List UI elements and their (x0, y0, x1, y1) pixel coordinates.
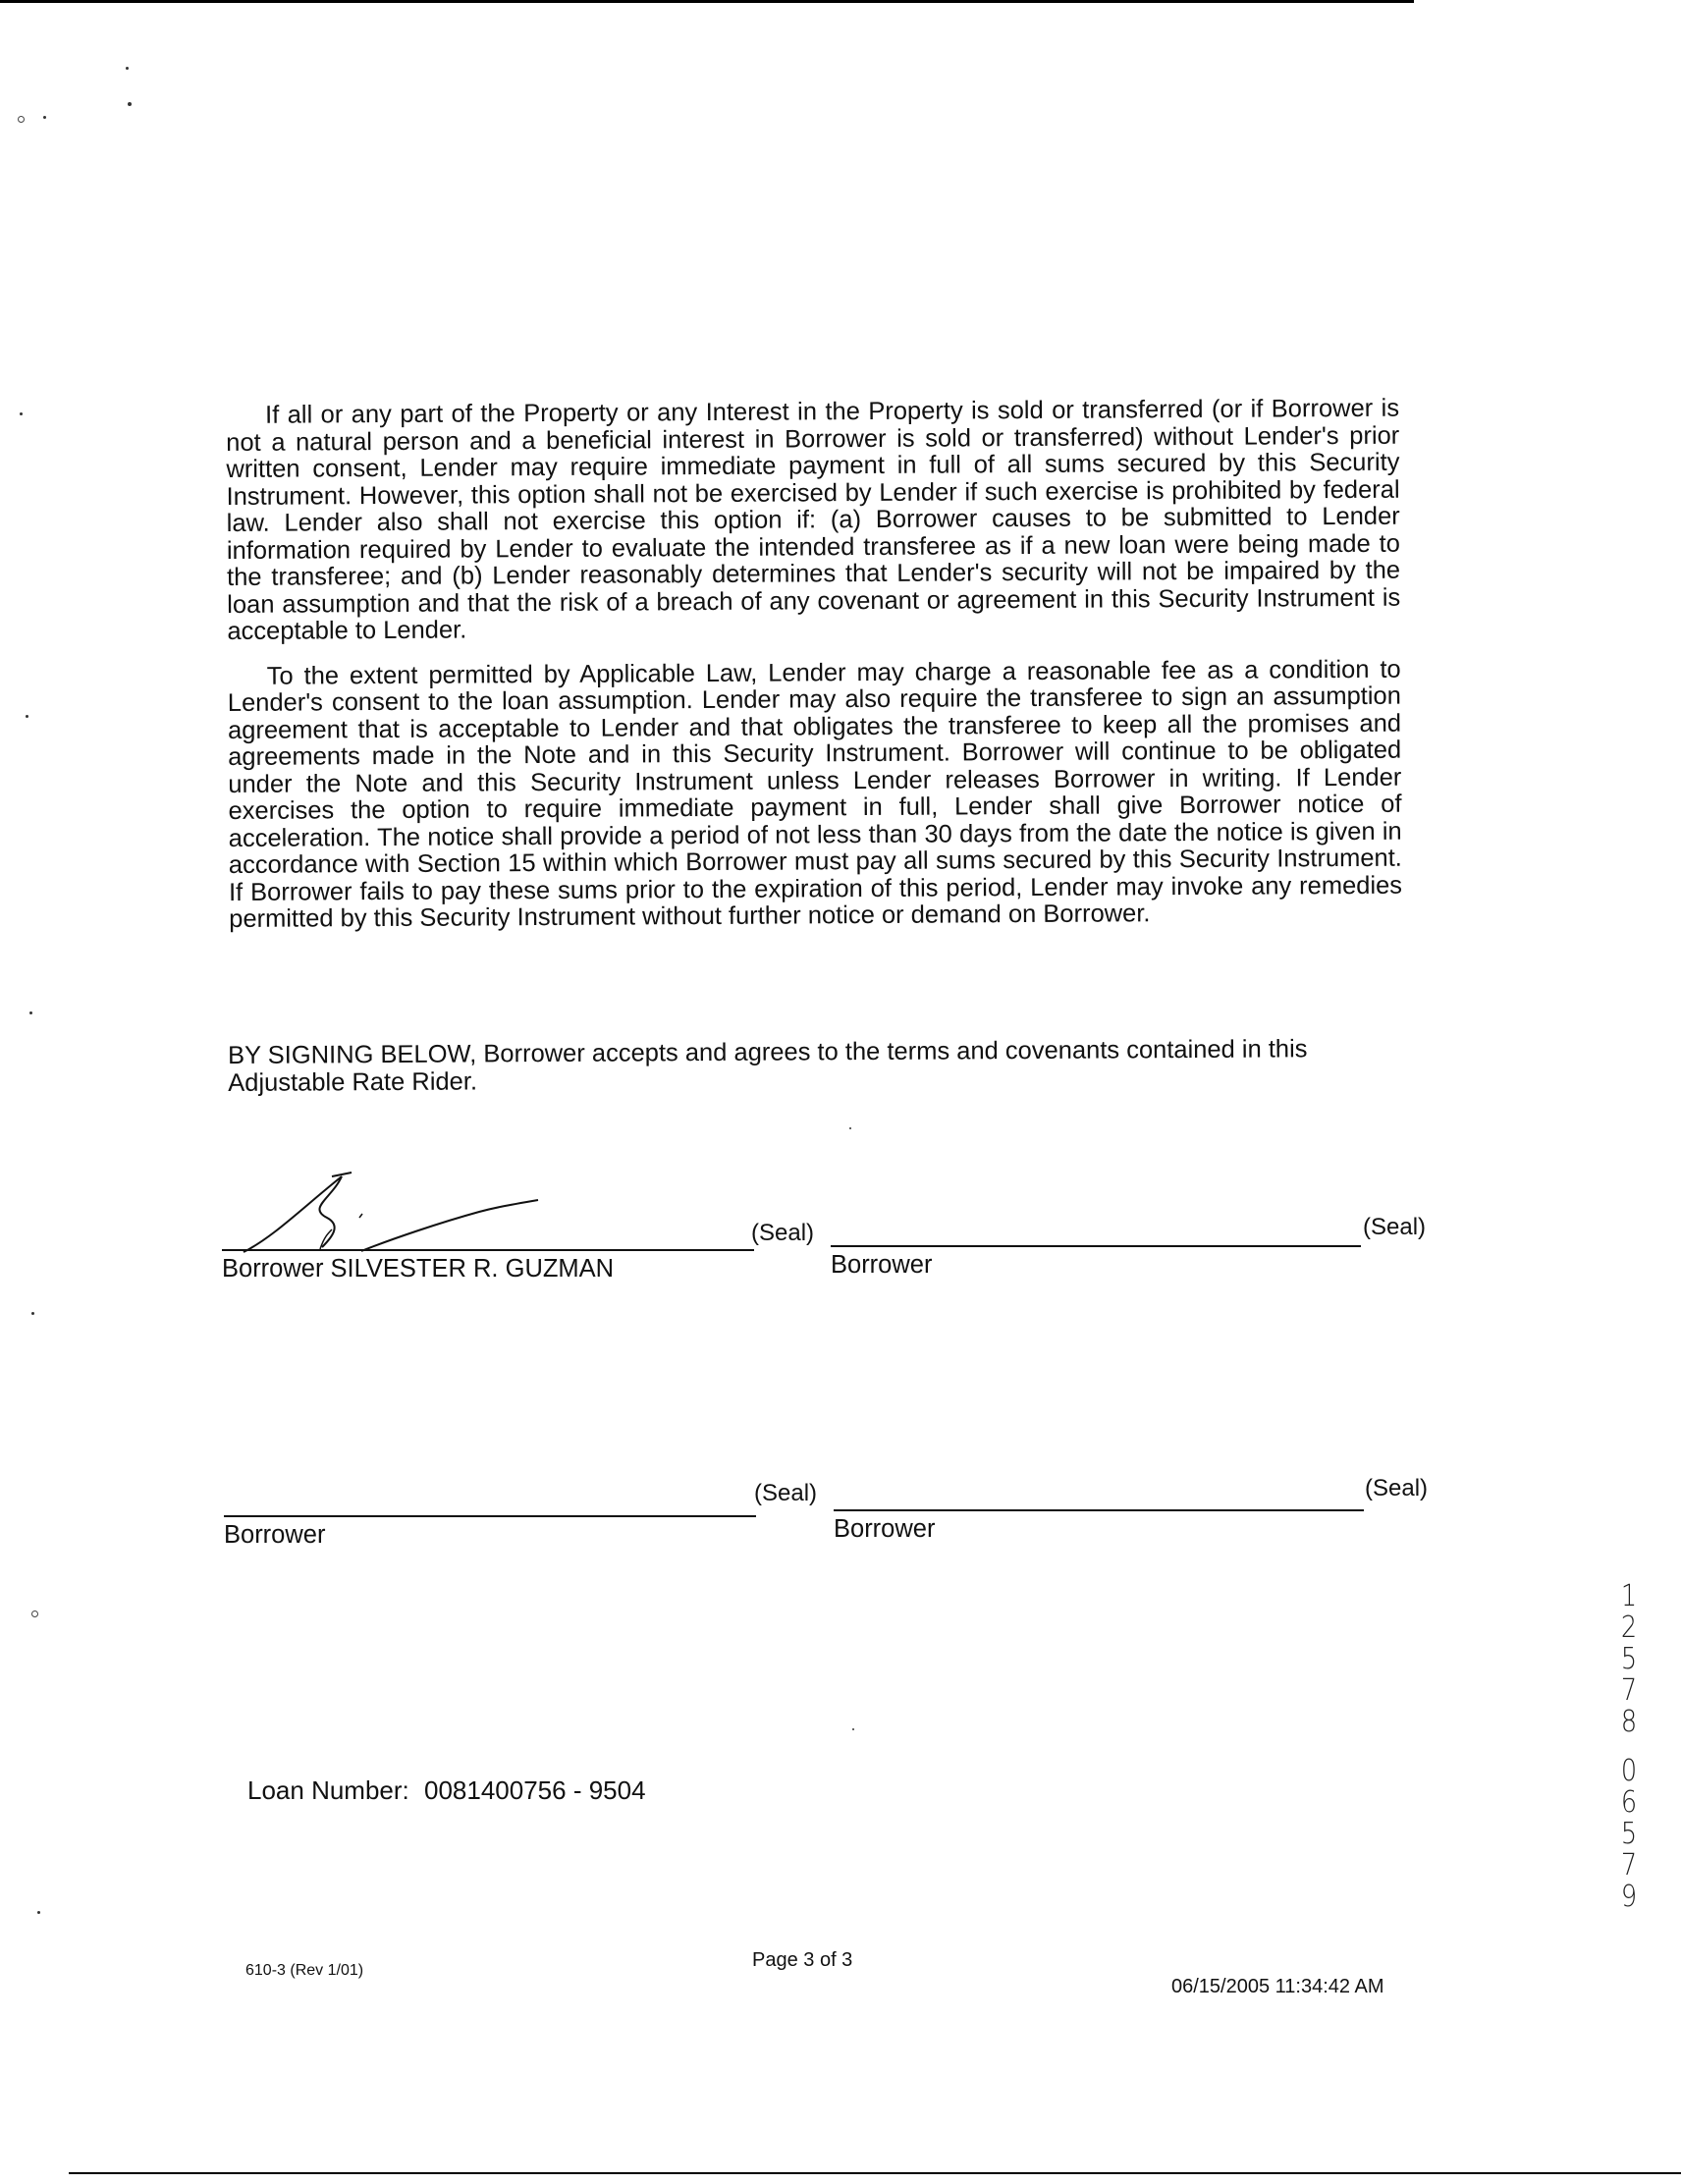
stamp-digit: 5 (1620, 1642, 1638, 1676)
stamp-digit: 7 (1620, 1848, 1638, 1883)
top-border-rule (0, 0, 1414, 3)
signature-line-borrower-2 (831, 1245, 1361, 1247)
signing-agreement: BY SIGNING BELOW, Borrower accepts and agrees to the terms and covenants contained in this Adjustable Rate Rider. (227, 1035, 1308, 1097)
stamp-digit: 5 (1620, 1817, 1638, 1851)
scan-speck (852, 1728, 854, 1730)
scan-speck (20, 412, 23, 415)
bottom-border-rule (69, 2172, 1681, 2174)
borrower-3-label: Borrower (224, 1521, 326, 1549)
loan-number-label: Loan Number: (247, 1775, 409, 1805)
scan-speck (37, 1911, 40, 1914)
transfer-paragraph: If all or any part of the Property or any Interest in the Property is sold or transferred (or if Borrower is not a natural person and a beneficial interest in Borrower is sold or transferred) without Lender's prior written consent, Lender may require immediate payment in full of all sums secured by this Security Instrument. However, this option shall not be exercised by Lender if such exercise is prohibited by federal law. Lender also shall not exercise this option if: (a) Borrower causes to be submitted to Lender information required by Lender to evaluate the intended transferee as if a new loan were being made to the transferee; and (b) Lender reasonably determines that Lender's security will not be impaired by the loan assumption and that the risk of a breach of any covenant or agreement in this Security Instrument is acceptable to Lender. (226, 394, 1401, 645)
loan-number-value: 0081400756 - 9504 (424, 1775, 646, 1805)
borrower-2-label: Borrower (831, 1251, 933, 1279)
assumption-paragraph: To the extent permitted by Applicable Law, Lender may charge a reasonable fee as a condition to Lender's consent to the loan assumption. Lender may also require the transferee to sign an assumption agreement that is acceptable to Lender and that obligates the transferee to keep all the promises and agreements made in the Note and in this Security Instrument. Borrower will continue to be obligated under the Note and this Security Instrument unless Lender releases Borrower in writing. If Lender exercises the option to require immediate payment in full, Lender shall give Borrower notice of acceleration. The notice shall provide a period of not less than 30 days from the date the notice is given in accordance with Section 15 within which Borrower must pay all sums secured by this Security Instrument. If Borrower fails to pay these sums prior to the expiration of this period, Lender may invoke any remedies permitted by this Security Instrument without further notice or demand on Borrower. (227, 655, 1403, 933)
loan-number (247, 1775, 646, 1806)
scan-speck (126, 67, 129, 70)
stamp-digit: 0 (1620, 1754, 1638, 1788)
stamp-digit: 7 (1620, 1673, 1638, 1708)
scan-speck (128, 102, 132, 106)
signature-line-borrower-3 (224, 1515, 756, 1517)
seal-label: (Seal) (751, 1220, 815, 1246)
rider-body (226, 396, 1402, 952)
stamp-digit: 1 (1620, 1579, 1638, 1613)
form-code: 610-3 (Rev 1/01) (245, 1962, 364, 1979)
seal-label: (Seal) (1363, 1214, 1427, 1240)
borrower-4-label: Borrower (834, 1515, 936, 1543)
borrower-1-label: Borrower SILVESTER R. GUZMAN (222, 1255, 615, 1283)
recording-number-stamp (1614, 1581, 1644, 1913)
stamp-digit: 2 (1620, 1611, 1638, 1645)
stamp-digit: 8 (1620, 1705, 1638, 1739)
page-number: Page 3 of 3 (752, 1949, 853, 1971)
stamp-digit: 6 (1620, 1785, 1638, 1820)
scan-speck (31, 1611, 38, 1617)
scan-speck (18, 116, 25, 123)
seal-label: (Seal) (1365, 1475, 1429, 1502)
scan-speck (31, 1312, 34, 1315)
print-timestamp: 06/15/2005 11:34:42 AM (1171, 1976, 1384, 1997)
scan-speck (29, 1011, 32, 1014)
scan-speck (26, 715, 28, 718)
borrower-signature (234, 1169, 548, 1267)
signature-line-borrower-4 (834, 1509, 1364, 1511)
seal-label: (Seal) (754, 1480, 818, 1506)
stamp-digit: 9 (1620, 1880, 1638, 1914)
signature-line-borrower-1 (222, 1249, 754, 1251)
scan-speck (849, 1127, 851, 1129)
scan-speck (43, 116, 46, 119)
